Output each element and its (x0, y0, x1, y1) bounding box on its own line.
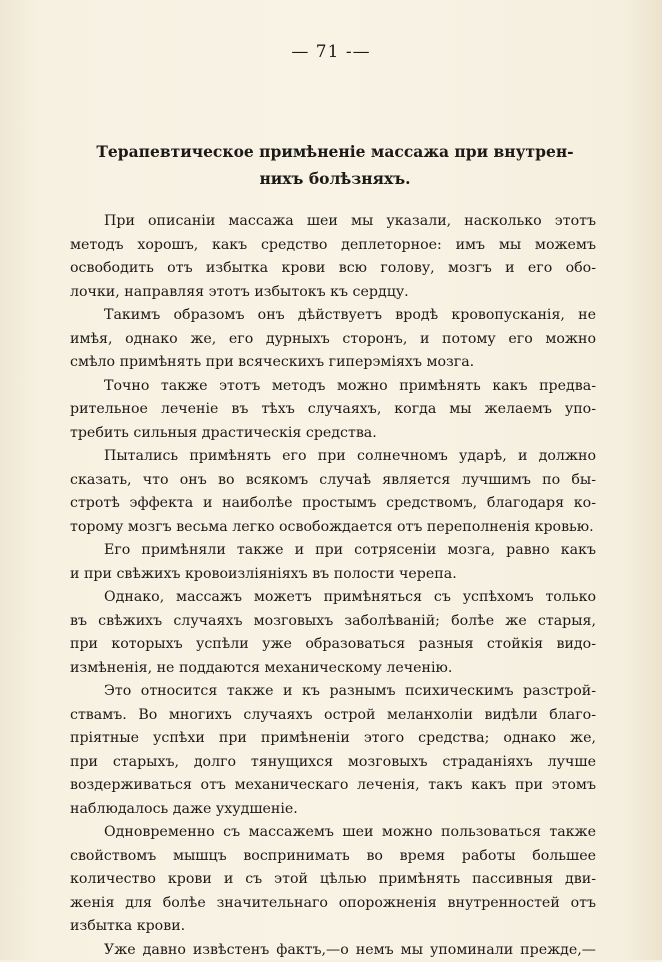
text-line: освободить отъ избытка крови всю голову, мозгъ и его обо- (70, 257, 596, 281)
text-line: Точно также этотъ методъ можно примѣнять какъ предва- (70, 375, 596, 399)
text-line: смѣло примѣнять при всяческихъ гиперэміяхъ мозга. (70, 351, 596, 375)
text-line: наблюдалось даже ухудшеніе. (70, 798, 596, 822)
text-line: въ свѣжихъ случаяхъ мозговыхъ заболѣваній; болѣе же старыя, (70, 610, 596, 634)
section-title-line: Терапевтическое примѣненіе массажа при внутрен- (70, 138, 600, 165)
text-line: Его примѣняли также и при сотрясеніи мозга, равно какъ (70, 539, 596, 563)
text-line: сказать, что онъ во всякомъ случаѣ является лучшимъ по бы- (70, 469, 596, 493)
text-line: рительное леченіе въ тѣхъ случаяхъ, когда мы желаемъ упо- (70, 398, 596, 422)
text-line: и при свѣжихъ кровоизліяніяхъ въ полости черепа. (70, 563, 596, 587)
text-line: при старыхъ, долго тянущихся мозговыхъ страданіяхъ лучше (70, 751, 596, 775)
text-line: измѣненія, не поддаются механическому леченію. (70, 657, 596, 681)
text-line: Такимъ образомъ онъ дѣйствуетъ вродѣ кровопусканія, не (70, 304, 596, 328)
text-line: пріятные успѣхи при примѣненіи этого средства; однако же, (70, 727, 596, 751)
text-line: Однако, массажъ можетъ примѣняться съ успѣхомъ только (70, 586, 596, 610)
text-line: торому мозгъ весьма легко освобождается отъ переполненія кровью. (70, 516, 596, 540)
text-line: воздерживаться отъ механическаго леченія, такъ какъ при этомъ (70, 774, 596, 798)
text-line: стротѣ эффекта и наиболѣе простымъ средствомъ, благодаря ко- (70, 492, 596, 516)
text-line: при которыхъ успѣли уже образоваться разныя стойкія видо- (70, 633, 596, 657)
text-line: требить сильныя драстическія средства. (70, 422, 596, 446)
text-line: При описаніи массажа шеи мы указали, насколько этотъ (70, 210, 596, 234)
text-line: лочки, направляя этотъ избытокъ къ сердцу. (70, 281, 596, 305)
text-line: Одновременно съ массажемъ шеи можно пользоваться также (70, 821, 596, 845)
page-number: — 71 -— (0, 42, 662, 62)
text-line: Пытались примѣнять его при солнечномъ ударѣ, и должно (70, 445, 596, 469)
text-line: свойствомъ мышцъ воспринимать во время работы большее (70, 845, 596, 869)
text-line: женія для болѣе значительнаго опорожненія внутренностей отъ (70, 892, 596, 916)
text-line: имѣя, однако же, его дурныхъ сторонъ, и потому его можно (70, 328, 596, 352)
text-line: Это относится также и къ разнымъ психическимъ разстрой- (70, 680, 596, 704)
text-line: Уже давно извѣстенъ фактъ,—о немъ мы упоминали прежде,— (70, 939, 596, 962)
text-line: избытка крови. (70, 915, 596, 939)
body-text (70, 210, 596, 962)
text-line: методъ хорошъ, какъ средство деплеторное: имъ мы можемъ (70, 234, 596, 258)
text-line: количество крови и съ этой цѣлью примѣнять пассивныя дви- (70, 868, 596, 892)
section-title-line: нихъ болѣзняхъ. (70, 165, 600, 192)
section-title (70, 138, 600, 192)
text-line: ствамъ. Во многихъ случаяхъ острой меланхоліи видѣли благо- (70, 704, 596, 728)
